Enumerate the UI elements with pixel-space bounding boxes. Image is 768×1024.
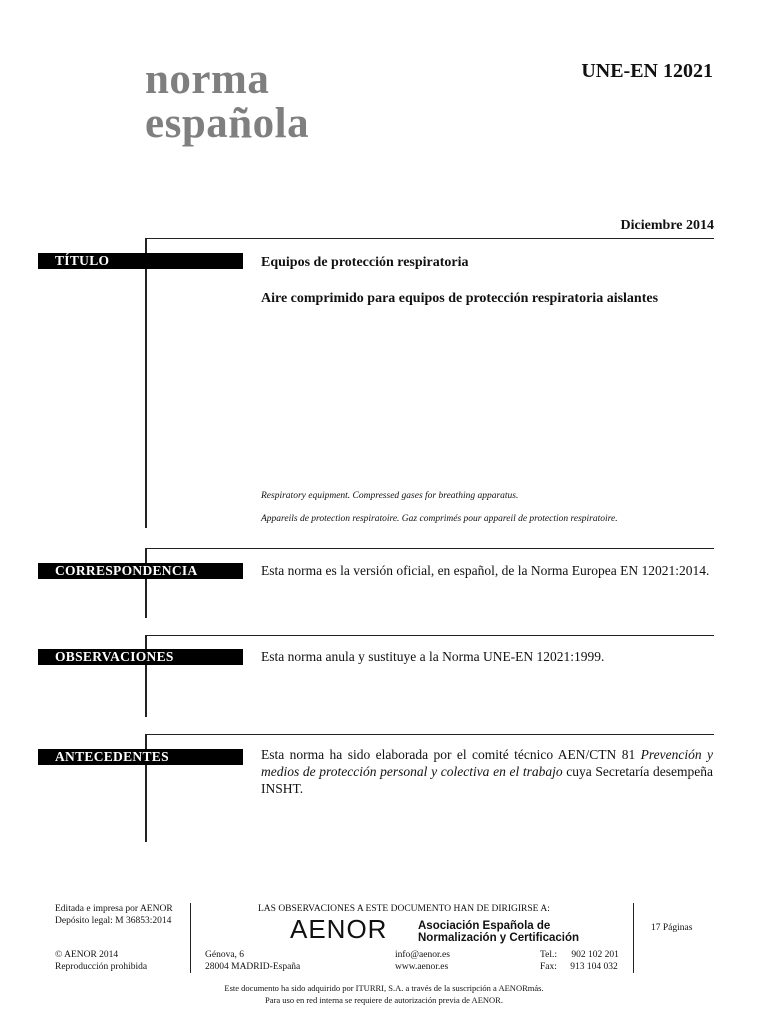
footer-page-count: 17 Páginas xyxy=(651,923,693,933)
section-vline-correspondencia xyxy=(145,548,147,618)
footer-address-1: Génova, 6 xyxy=(205,950,245,960)
footer-reproduction: Reproducción prohibida xyxy=(55,962,148,972)
footer-address xyxy=(205,949,300,973)
footer-publisher xyxy=(55,903,173,927)
footer-copyright-text: AENOR 2014 xyxy=(64,950,119,960)
footer-fax: 913 104 032 xyxy=(570,962,618,972)
footer-email[interactable]: info@aenor.es xyxy=(395,950,450,960)
section-label-titulo: TÍTULO xyxy=(38,253,243,269)
aenor-full-line-2: Normalización y Certificación xyxy=(418,932,580,944)
footer-vline-left xyxy=(190,903,191,973)
footer-edited: Editada e impresa por AENOR xyxy=(55,904,173,914)
antecedentes-text xyxy=(261,746,713,797)
section-divider-titulo xyxy=(145,238,714,239)
section-label-correspondencia: CORRESPONDENCIA xyxy=(38,563,243,579)
copyright-icon: © xyxy=(55,950,63,960)
correspondencia-text: Esta norma es la versión oficial, en español, de la Norma Europea EN 12021:2014. xyxy=(261,563,710,578)
footer-fax-label: Fax: xyxy=(540,962,557,972)
antecedentes-text-part1: Esta norma ha sido elaborada por el comité técnico AEN/CTN 81 xyxy=(261,747,641,762)
footer-tel: 902 102 201 xyxy=(571,950,619,960)
footer-contact xyxy=(395,949,450,973)
antecedentes-committee-name: Prevención y medios de protección personal y colectiva en el trabajo xyxy=(261,747,713,779)
brand-line-2: española xyxy=(145,100,310,147)
section-vline-titulo xyxy=(145,238,147,528)
section-label-observaciones: OBSERVACIONES xyxy=(38,649,243,665)
antecedentes-text-part2: cuya Secretaría desempeña INSHT. xyxy=(261,764,713,796)
brand-title xyxy=(145,58,309,146)
footer-notice-2: Para uso en red interna se requiere de autorización previa de AENOR. xyxy=(265,995,503,1005)
publication-date: Diciembre 2014 xyxy=(620,218,714,233)
section-divider-antecedentes xyxy=(145,734,714,735)
brand-line-1: norma xyxy=(145,56,270,103)
subtitle-es: Aire comprimido para equipos de protección respiratoria aislantes xyxy=(261,291,659,306)
footer-tel-label: Tel.: xyxy=(540,950,558,960)
footer-address-2: 28004 MADRID-España xyxy=(205,962,301,972)
footer-copyright xyxy=(55,949,147,973)
footer-vline-right xyxy=(633,903,634,973)
section-divider-correspondencia xyxy=(145,548,714,549)
observaciones-text: Esta norma anula y sustituye a la Norma UNE-EN 12021:1999. xyxy=(261,649,605,664)
footer-notice-1: Este documento ha sido adquirido por ITURRI, S.A. a través de la suscripción a AENORmás. xyxy=(224,983,544,993)
footer-observations-heading: LAS OBSERVACIONES A ESTE DOCUMENTO HAN DE DIRIGIRSE A: xyxy=(258,904,550,914)
title-en: Respiratory equipment. Compressed gases for breathing apparatus. xyxy=(261,491,519,501)
title-es: Equipos de protección respiratoria xyxy=(261,255,469,270)
standard-code: UNE-EN 12021 xyxy=(581,60,713,82)
section-divider-observaciones xyxy=(145,635,714,636)
footer-notice xyxy=(0,982,768,1006)
section-label-antecedentes: ANTECEDENTES xyxy=(38,749,243,765)
footer-phone xyxy=(540,949,619,973)
footer-web[interactable]: www.aenor.es xyxy=(395,962,449,972)
aenor-full-line-1: Asociación Española de xyxy=(418,920,551,932)
title-fr: Appareils de protection respiratoire. Gaz comprimés pour appareil de protection respiratoire. xyxy=(261,514,618,524)
aenor-full-name xyxy=(418,920,579,944)
aenor-logo: AENOR xyxy=(290,914,388,944)
section-vline-observaciones xyxy=(145,635,147,717)
footer-deposit: Depósito legal: M 36853:2014 xyxy=(55,916,172,926)
